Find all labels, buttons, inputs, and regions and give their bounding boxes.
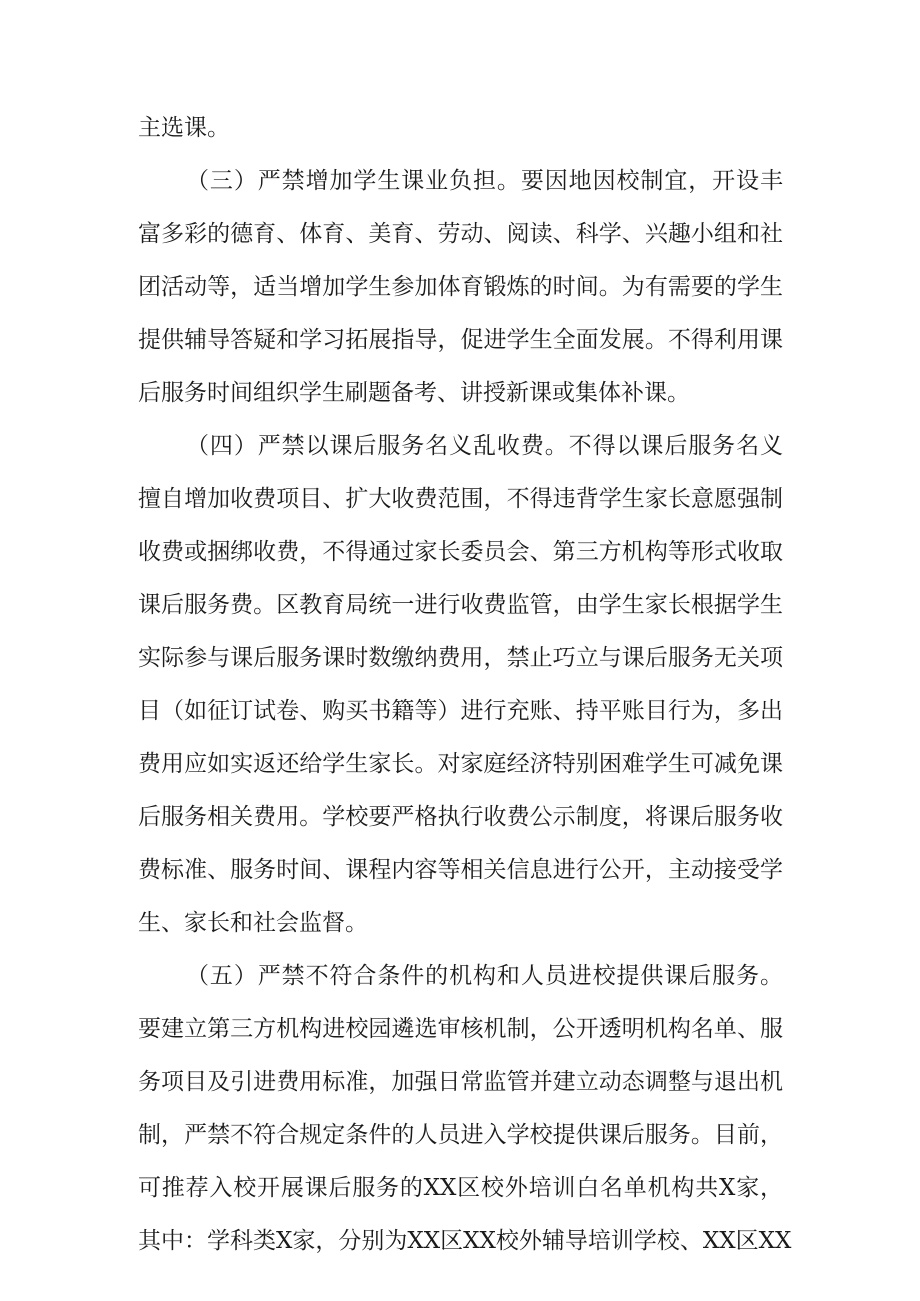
text-line: 后服务相关费用。学校要严格执行收费公示制度，将课后服务收 xyxy=(138,804,783,830)
text-line: （三）严禁增加学生课业负担。要因地因校制宜，开设丰 xyxy=(186,168,783,194)
text-line: 富多彩的德育、体育、美育、劳动、阅读、科学、兴趣小组和社 xyxy=(138,221,783,247)
text-line: 制，严禁不符合规定条件的人员进入学校提供课后服务。目前， xyxy=(138,1122,783,1148)
text-line: 收费或捆绑收费，不得通过家长委员会、第三方机构等形式收取 xyxy=(138,539,783,565)
text-line: 提供辅导答疑和学习拓展指导，促进学生全面发展。不得利用课 xyxy=(138,327,783,353)
text-line: 要建立第三方机构进校园遴选审核机制，公开透明机构名单、服 xyxy=(138,1016,783,1042)
text-line: 可推荐入校开展课后服务的XX区校外培训白名单机构共X家， xyxy=(138,1175,783,1201)
text-line: 务项目及引进费用标准，加强日常监管并建立动态调整与退出机 xyxy=(138,1069,783,1095)
text-line: 课后服务费。区教育局统一进行收费监管，由学生家长根据学生 xyxy=(138,592,783,618)
text-line: 其中：学科类X家，分别为XX区XX校外辅导培训学校、XX区XX xyxy=(138,1228,792,1254)
text-line: 团活动等，适当增加学生参加体育锻炼的时间。为有需要的学生 xyxy=(138,274,783,300)
text-line: （四）严禁以课后服务名义乱收费。不得以课后服务名义 xyxy=(186,433,783,459)
text-line: 目（如征订试卷、购买书籍等）进行充账、持平账目行为，多出 xyxy=(138,698,783,724)
text-line: 费标准、服务时间、课程内容等相关信息进行公开，主动接受学 xyxy=(138,857,783,883)
text-line: 实际参与课后服务课时数缴纳费用，禁止巧立与课后服务无关项 xyxy=(138,645,783,671)
text-line: 擅自增加收费项目、扩大收费范围，不得违背学生家长意愿强制 xyxy=(138,486,783,512)
text-line: 后服务时间组织学生刷题备考、讲授新课或集体补课。 xyxy=(138,380,690,406)
text-line: （五）严禁不符合条件的机构和人员进校提供课后服务。 xyxy=(186,963,783,989)
text-line: 主选课。 xyxy=(138,115,230,141)
text-line: 生、家长和社会监督。 xyxy=(138,910,368,936)
text-line: 费用应如实返还给学生家长。对家庭经济特别困难学生可减免课 xyxy=(138,751,783,777)
